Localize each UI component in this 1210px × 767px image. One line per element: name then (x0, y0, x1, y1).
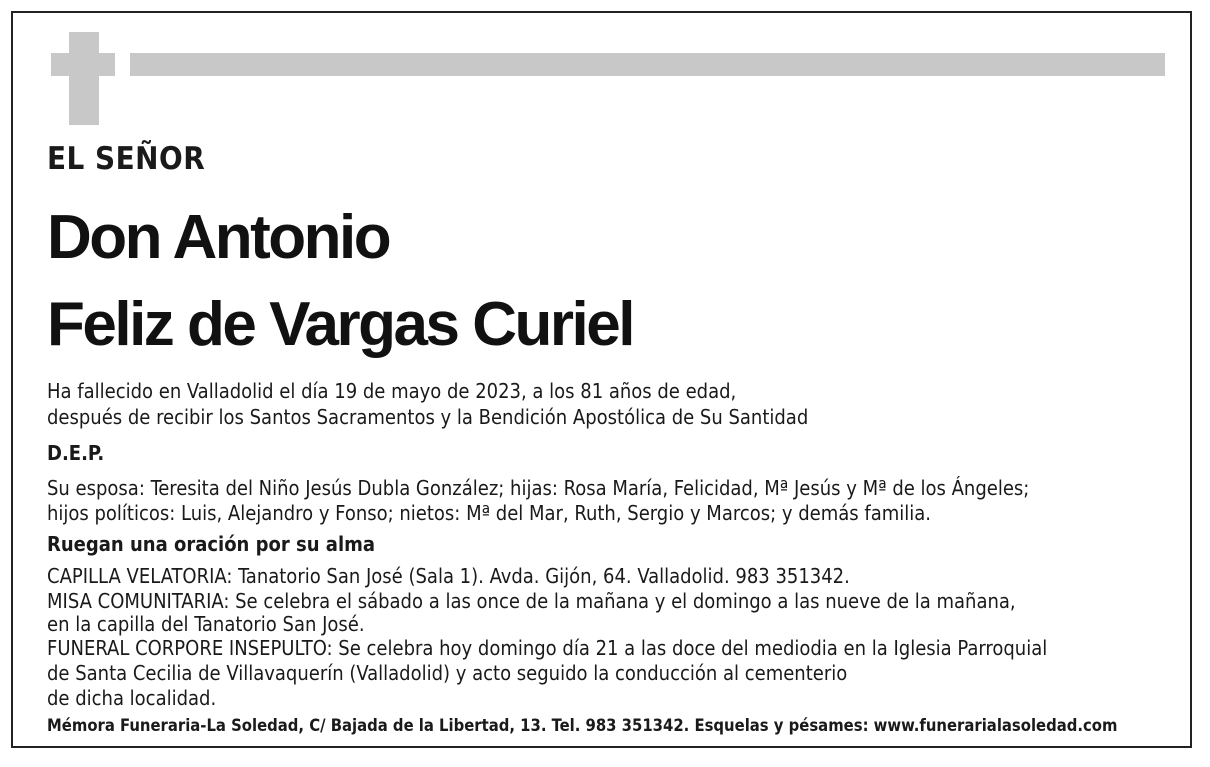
deceased-name-line1: Don Antonio (47, 203, 390, 272)
death-notice-line1: Ha fallecido en Valladolid el día 19 de mayo de 2023, a los 81 años de edad, (47, 379, 737, 403)
dep-label: D.E.P. (47, 441, 105, 465)
service-line: de Santa Cecilia de Villavaquerín (Valladolid) y acto seguido la conducción al cementerio (47, 661, 848, 685)
prayer-request: Ruegan una oración por su alma (47, 532, 375, 556)
header-divider-bar (130, 53, 1165, 76)
service-line: MISA COMUNITARIA: Se celebra el sábado a las once de la mañana y el domingo a las nueve de la mañana, (47, 589, 1016, 613)
service-line: en la capilla del Tanatorio San José. (47, 612, 365, 636)
cross-icon (69, 32, 99, 125)
deceased-name-line2: Feliz de Vargas Curiel (47, 290, 633, 359)
family-line2: hijos políticos: Luis, Alejandro y Fonso; nietos: Mª del Mar, Ruth, Sergio y Marcos; y demás familia. (47, 501, 931, 525)
cross-icon-arm (51, 53, 115, 76)
service-line: de dicha localidad. (47, 686, 217, 710)
page-title: EL SEÑOR (47, 141, 206, 177)
service-line: CAPILLA VELATORIA: Tanatorio San José (Sala 1). Avda. Gijón, 64. Valladolid. 983 351342. (47, 564, 850, 588)
funeral-home-footer: Mémora Funeraria-La Soledad, C/ Bajada de la Libertad, 13. Tel. 983 351342. Esquelas y pésames: www.funerarialasoledad.com (47, 716, 1118, 735)
death-notice-line2: después de recibir los Santos Sacramentos y la Bendición Apostólica de Su Santidad (47, 405, 809, 429)
service-line: FUNERAL CORPORE INSEPULTO: Se celebra hoy domingo día 21 a las doce del mediodia en la Iglesia Parroquial (47, 636, 1048, 660)
family-line1: Su esposa: Teresita del Niño Jesús Dubla González; hijas: Rosa María, Felicidad, Mª Jesús y Mª de los Ángeles; (47, 476, 1030, 500)
